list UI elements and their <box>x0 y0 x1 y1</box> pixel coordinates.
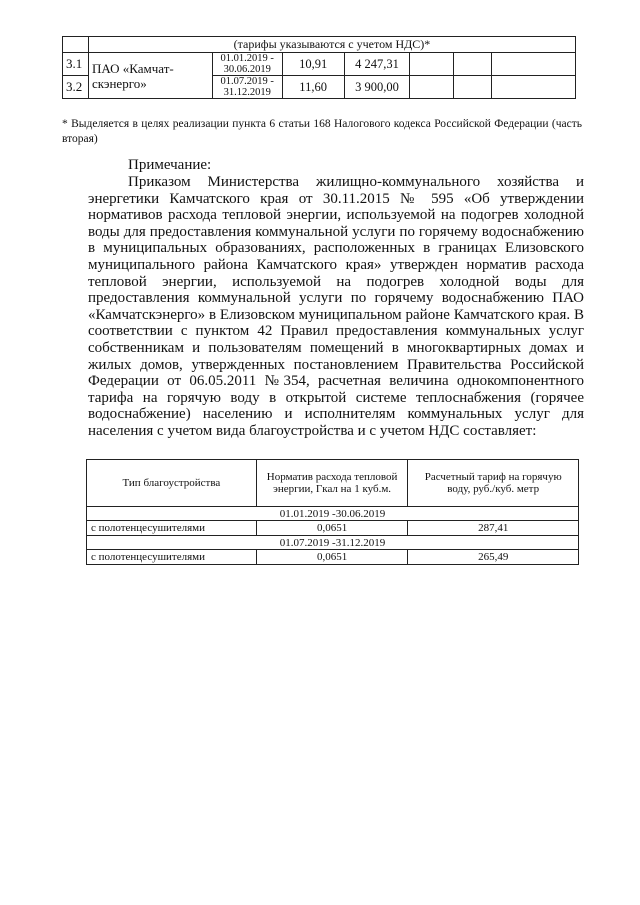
period-cell: 01.01.2019 - 30.06.2019 <box>212 53 282 76</box>
value-cell: 3 900,00 <box>344 76 410 99</box>
header-type: Тип благоустройства <box>87 460 257 507</box>
value-cell: 4 247,31 <box>344 53 410 76</box>
table-cell <box>63 37 89 53</box>
organization-line-1: ПАО «Камчат- <box>91 60 174 76</box>
period-row: 01.07.2019 -31.12.2019 <box>87 536 579 550</box>
type-cell: с полотенцесушителями <box>87 550 257 565</box>
tariff-note: (тарифы указываются с учетом НДС)* <box>88 37 575 53</box>
norm-cell: 0,0651 <box>256 521 408 536</box>
header-norm: Норматив расхода тепловой энергии, Гкал на 1 куб.м. <box>256 460 408 507</box>
table-row <box>63 53 576 76</box>
table-row <box>87 550 579 565</box>
row-number: 3.1 <box>63 53 89 76</box>
table-row <box>87 521 579 536</box>
period-cell: 01.07.2019 - 31.12.2019 <box>212 76 282 99</box>
value-cell: 10,91 <box>282 53 344 76</box>
table-cell <box>492 76 576 99</box>
row-number: 3.2 <box>63 76 89 99</box>
table-cell <box>454 76 492 99</box>
organization-line-2: скэнерго» <box>91 75 147 91</box>
footnote: * Выделяется в целях реализации пункта 6 статьи 168 Налогового кодекса Российской Федерации (часть вторая) <box>62 118 582 145</box>
tariff-cell: 265,49 <box>408 550 579 565</box>
table-cell <box>454 53 492 76</box>
table-cell <box>410 76 454 99</box>
organization-cell <box>88 53 212 99</box>
note-body: Приказом Министерства жилищно-коммунального хозяйства и энергетики Камчатского края от 30.11.2015 № 595 «Об утверждении нормативов расхода тепловой энергии, используемой на подогрев холодной воды для предоставления коммунальной услуги по горячему водоснабжению в муниципальных образованиях, расположенных в границах Елизовского муниципального района Камчатского края» утвержден норматив расхода тепловой энергии, используемой на подогрев холодной воды для предоставления коммунальной услуги по горячему водоснабжению ПАО «Камчатскэнерго» в Елизовском муниципальном районе Камчатского края. В соответствии с пунктом 42 Правил предоставления коммунальных услуг собственникам и пользователям помещений в многоквартирных домах и жилых домов, утвержденных постановлением Правительства Российской Федерации от 06.05.2011 №354, расчетная величина однокомпонентного тарифа на горячую воду в открытой системе теплоснабжения (горячее водоснабжение) населению и исполнителям коммунальных услуг для населения с учетом вида благоустройства и с учетом НДС составляет: <box>88 174 584 439</box>
tariff-cell: 287,41 <box>408 521 579 536</box>
value-cell: 11,60 <box>282 76 344 99</box>
table-cell <box>410 53 454 76</box>
tariff-table <box>62 36 576 99</box>
period-row: 01.01.2019 -30.06.2019 <box>87 507 579 521</box>
hot-water-tariff-table <box>86 459 579 565</box>
norm-cell: 0,0651 <box>256 550 408 565</box>
type-cell: с полотенцесушителями <box>87 521 257 536</box>
header-tariff: Расчетный тариф на горячую воду, руб./куб. метр <box>408 460 579 507</box>
table-cell <box>492 53 576 76</box>
note-title: Примечание: <box>128 157 212 173</box>
header-row <box>87 460 579 507</box>
